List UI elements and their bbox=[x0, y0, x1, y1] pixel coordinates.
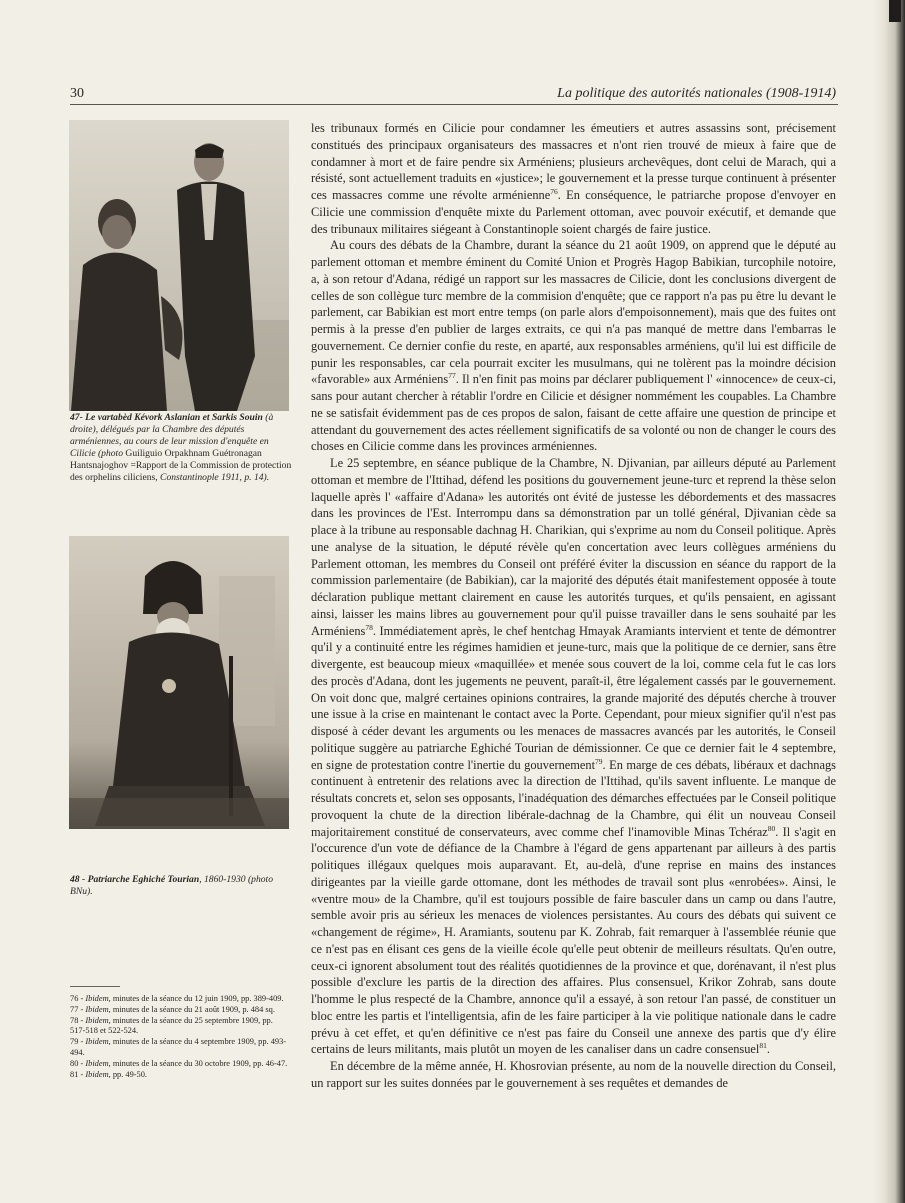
figure-47-source: Guiliguio Orpakhnam Guétronagan Hantsnajoghov =Rapport de la Commission de protection des orphelins ciliciens, bbox=[70, 447, 292, 483]
page-edge-shadow bbox=[883, 0, 905, 1203]
page-number: 30 bbox=[70, 86, 84, 101]
page-header bbox=[70, 86, 838, 105]
figure-48-caption-text: , 1860-1930 (photo BNu). bbox=[70, 874, 274, 897]
body-text bbox=[311, 120, 836, 1092]
photo-two-men bbox=[69, 120, 289, 411]
footnote-ref-78[interactable]: 78 bbox=[365, 622, 373, 632]
footnote-77: 77 - Ibidem, minutes de la séance du 21 août 1909, p. 484 sq. bbox=[70, 1004, 275, 1014]
footnote-80: 80 - Ibidem, minutes de la séance du 30 octobre 1909, pp. 46-47. bbox=[70, 1058, 288, 1068]
footnote-79: 79 - Ibidem, minutes de la séance du 4 septembre 1909, pp. 493-494. bbox=[70, 1037, 287, 1057]
footnote-ref-79[interactable]: 79 bbox=[595, 756, 603, 766]
figure-47-title: 47- Le vartabèd Kévork Aslanian et Sarkis Souin bbox=[70, 412, 263, 423]
footnote-ref-77[interactable]: 77 bbox=[448, 371, 456, 381]
photo-patriarch-tourian bbox=[69, 536, 289, 829]
running-title: La politique des autorités nationales (1908-1914) bbox=[557, 86, 836, 101]
footnote-81: 81 - Ibidem, pp. 49-50. bbox=[70, 1069, 148, 1079]
figure-48-caption bbox=[70, 874, 292, 898]
paragraph-1: les tribunaux formés en Cilicie pour condamner les émeutiers et autres assassins sont, précisement constitués des principaux organisateurs des massacres et n'ont rien trouvé de mieux à faire que de condamner à mort et de faire pendre six Arméniens; plusieurs archevêques, dont celui de Marach, qui a résisté, sont actuellement traduits en «justice»; le gouvernement et la presse turque continuent à présenter ces massacres comme une révolte arménienne$^{76}$. En conséquence, le patriarche propose d'envoyer en Cilicie une commission d'enquête mixte du Parlement ottoman, avec pouvoir exécutif, et demande que des tribunaux militaires siégeant à Constantinople soient chargés de faire justice. bbox=[311, 121, 836, 236]
figure-47-source-end: Constantinople 1911, p. 14). bbox=[157, 471, 270, 483]
footnote-ref-80[interactable]: 80 bbox=[767, 823, 776, 833]
paragraph-3: Le 25 septembre, en séance publique de la Chambre, N. Djivanian, par ailleurs député au Parlement ottoman et membre de l'Ittihad, défend les positions du gouvernement jeune-turc et reprend la thèse selon laquelle après l' «affaire d'Adana» les autorités ont évité de justesse les débordements et des massacres dans les provinces de l'Est. Interrompu dans sa démonstration par un tollé général, Djivanian cède sa place à la tribune au responsable dachnag H. Charikian, qui s'exprime au nom du Conseil politique. Après une analyse de la situation, le député révèle qu'en concertation avec leurs collègues arméniens du Parlement ottoman, les membres du Conseil ont préféré éviter la discussion en séance du rapport de la commission parlementaire (de Babikian), car la majorité des députés était manifestement opposée à toute déclaration publique mettant clairement en cause les autorités turques, et qu'ils pensaient, en agissant ainsi, laisser les mains libres au gouvernement pour qu'il puisse travailler dans le sens souhaité par les Arméniens$^{78}$. Immédiatement après, le chef hentchag Hmayak Aramiants intervient et tente de démontrer qu'il y a continuité entre les régimes hamidien et jeune-turc, mais que la politique de ce dernier, sans être divergente, est beaucoup mieux «maquillée» et menée sous couvert de la loi, comme cela fut le cas lors des procès d'Adana, dont les jugements ne peuvent, paraît-il, être légalement cassés par le gouvernement. On voit donc que, malgré certaines opinions contraires, la grande majorité des députés cherche à trouver une issue à la crise en maintenant le contact avec la Porte. Cependant, pour mieux signifier qu'il n'est pas disposé à céder devant les arguments ou les menaces de massacres avancés par les autorités, le Conseil politique suggère au patriarche Eghiché Tourian de démissionner. Ce que ce dernier fait le 4 septembre, en signe de protestation contre l'inertie du gouvernement$^{79}$. En marge de ces débats, libéraux et dachnags continuent à entretenir des relations avec la direction de l'Ittihad, qu'ils savent influente. Le manque de résultats concrets et, selon ses opposants, l'inadéquation des démarches effectuées par le Conseil politique provoquent la chute de la direction libérale-dachnag de la Chambre, qui élit un nouveau Conseil majoritairement constitué de conservateurs, avec comme chef l'inamovible Minas Tchéraz$^{80}$. Il s'agit en l'occurence d'un vote de défiance de la Chambre à l'égard de gens appartenant par ailleurs à des partis politiques illégaux quelques mois auparavant. Et, au-delà, d'une reprise en mains des instances dirigeantes par la vieille garde ottomane, dont les méthodes de travail sont plus «enrobées». Ainsi, le «ventre mou» de la Chambre, qu'il est toujours possible de faire basculer dans un camp ou dans l'autre, semble avoir pris au sérieux les menaces de violences persistantes. Au cours des débats qui suivent ce «changement de régime», H. Aramiants, soutenu par K. Zohrab, fait remarquer à l'assemblée réunie que ce n'est pas en élisant ces gens de la vieille école qu'elle peut obtenir de meilleurs résultats. Qu'en outre, ceux-ci ignorent absolument tout des réalités quotidiennes de la province et que, dorénavant, il n'est plus possible d'exclure les partis de la direction des affaires. Plus consensuel, Krikor Zohrab, sans doute l'homme le plus respecté de la Chambre, annonce qu'il a essayé, à son retour l'an passé, de constituer un bloc entre les partis et l'intelligentsia, afin de les faire participer à la vie politique nationale dans le cadre prévu à cet effet, et qu'en définitive ce n'est pas faire du Conseil une annexe des partis que d'y élire certains de leurs militants, mais plutôt un moyen de les canaliser dans un cadre consensuel$^{81}$. bbox=[311, 456, 836, 1057]
photo-aslanian-souin bbox=[69, 120, 289, 411]
footnotes bbox=[70, 994, 290, 1080]
figure-48-title: 48 - Patriarche Eghiché Tourian bbox=[70, 874, 200, 885]
figure-47-caption bbox=[70, 412, 292, 483]
footnote-rule bbox=[70, 986, 120, 987]
paragraph-4: En décembre de la même année, H. Khosrovian présente, au nom de la nouvelle direction du Conseil, un rapport sur les suites données par le gouvernement à ses requêtes et demandes de bbox=[311, 1059, 836, 1090]
footnote-78: 78 - Ibidem, minutes de la séance du 25 septembre 1909, pp. 517-518 et 522-524. bbox=[70, 1015, 273, 1036]
page-corner-mark bbox=[889, 0, 901, 22]
footnote-ref-81[interactable]: 81 bbox=[759, 1041, 767, 1051]
photo-seated-patriarch bbox=[69, 536, 289, 829]
footnote-ref-76[interactable]: 76 bbox=[550, 186, 558, 196]
figure-47-caption-text: (à droite), délégués par la Chambre des députés arméniennes, au cours de leur mission d'enquête en Cilicie (photo bbox=[70, 412, 274, 459]
footnote-76: 76 - Ibidem, minutes de la séance du 12 juin 1909, pp. 389-409. bbox=[70, 994, 284, 1003]
page-gutter bbox=[873, 0, 883, 1203]
paragraph-2: Au cours des débats de la Chambre, durant la séance du 21 août 1909, on apprend que le député au parlement ottoman et membre éminent du Comité Union et Progrès Hagop Babikian, turcophile notoire, a, à son retour d'Adana, rédigé un rapport sur les massacres de Cilicie, dont les conclusions divergent de celles de son collègue turc membre de la commision d'enquête; que ce rapport n'a pas pu être lu devant le parlement, car Babikian est mort entre temps (on parle alors d'empoisonnement), mais que des fuites ont permis à la presse d'en publier de larges extraits, ce qui n'a pas manqué de mettre dans l'embarras le gouvernement. Ce dernier confie du reste, en aparté, aux responsables arméniens, qu'il lui est difficile de punir les responsables, car cela pourrait exciter les musulmans, qui ne tolèrent pas la moindre décision «favorable» aux Arméniens$^{77}$. Il n'en finit pas moins par déclarer publiquement l' «innocence» de ceux-ci, sans pour autant chercher à rétablir l'ordre en Cilicie et désigner nommément les coupables. La Chambre ne se satisfait évidemment pas de ces propos de salon, faisant de cette affaire une question de principe et attendant du gouvernement des actes réellement significatifs de sa volonté ou non de changer le cours des choses en Cilicie comme dans les provinces arméniennes. bbox=[311, 238, 836, 454]
